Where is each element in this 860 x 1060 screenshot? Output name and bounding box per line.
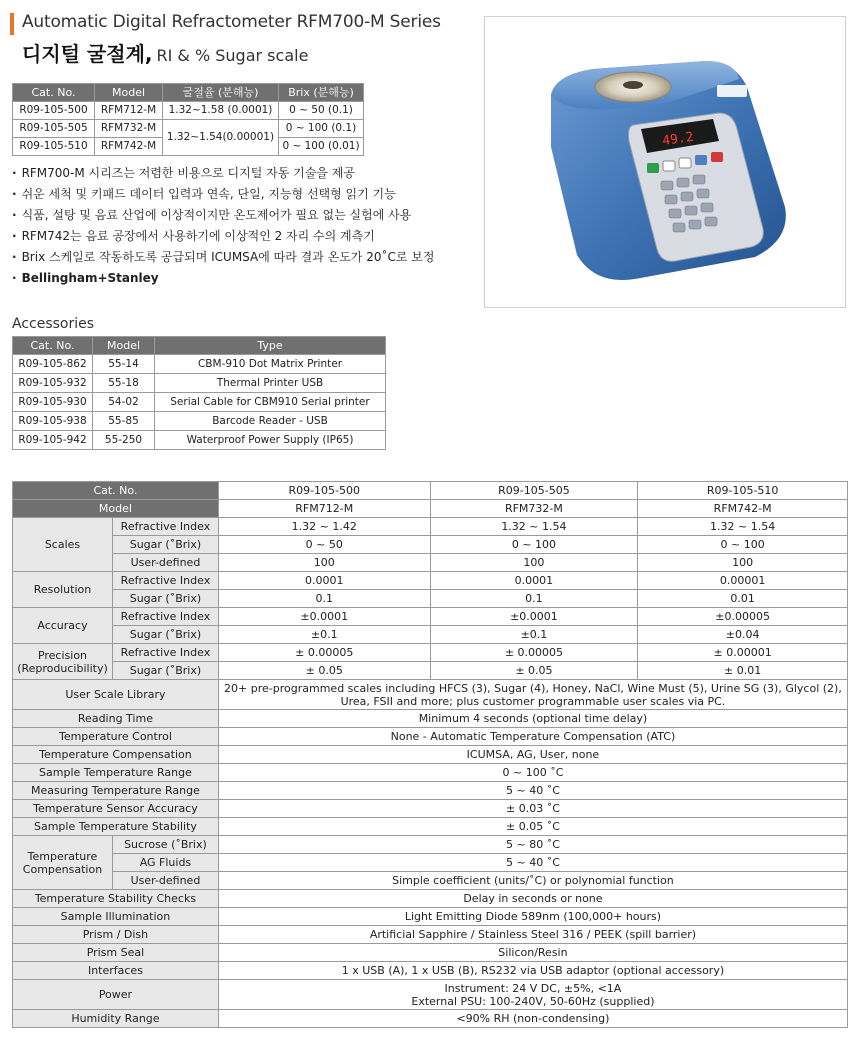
temp-comp-line1: Temperature	[27, 849, 98, 863]
model-summary-table	[12, 83, 364, 156]
spec-value: ± 0.05	[218, 662, 430, 680]
page-subtitle	[22, 38, 308, 67]
model: RFM712-M	[95, 102, 163, 120]
cat-no: R09-105-505	[430, 482, 638, 500]
model-header: Model	[13, 500, 219, 518]
cat-no: R09-105-505	[13, 120, 95, 138]
spec-value: ± 0.05	[430, 662, 638, 680]
spec-value: 0.0001	[218, 572, 430, 590]
spec-value: ± 0.03 ˚C	[218, 800, 847, 818]
cat-no: R09-105-938	[13, 412, 93, 431]
cat-no: R09-105-930	[13, 393, 93, 412]
spec-value: ± 0.05 ˚C	[218, 818, 847, 836]
type: Serial Cable for CBM910 Serial printer	[155, 393, 386, 412]
type: Waterproof Power Supply (IP65)	[155, 431, 386, 450]
sub-label: Sucrose (˚Brix)	[112, 836, 218, 854]
spec-value: Silicon/Resin	[218, 944, 847, 962]
col-header-ri: 굴절율 (분해능)	[163, 84, 279, 102]
humidity-value: <90% RH (non-condensing)	[218, 1010, 847, 1028]
spec-value: 100	[638, 554, 848, 572]
sub-label: Sugar (˚Brix)	[112, 536, 218, 554]
spec-value: ±0.1	[430, 626, 638, 644]
spec-value: 0 ~ 100 ˚C	[218, 764, 847, 782]
title-accent-bar	[10, 13, 14, 35]
list-item: · Bellingham+Stanley	[12, 268, 434, 289]
col-header-model: Model	[95, 84, 163, 102]
sub-label: Refractive Index	[112, 608, 218, 626]
spec-value: 0 ~ 100	[638, 536, 848, 554]
type: Barcode Reader - USB	[155, 412, 386, 431]
list-item: · Brix 스케일로 작동하도록 공급되며 ICUMSA에 따라 결과 온도가 20˚C로 보정	[12, 247, 434, 268]
sub-label: AG Fluids	[112, 854, 218, 872]
spec-label: Temperature Compensation	[13, 746, 219, 764]
spec-value: ±0.00005	[638, 608, 848, 626]
spec-value: 5 ~ 80 ˚C	[218, 836, 847, 854]
red-key-icon	[711, 152, 723, 162]
temp-comp-line2: Compensation	[22, 862, 103, 876]
model: RFM742-M	[95, 138, 163, 156]
table-row	[13, 393, 386, 412]
col-header-model: Model	[93, 337, 155, 355]
accessories-title: Accessories	[12, 316, 95, 332]
cat-no: R09-105-500	[13, 102, 95, 120]
spec-value: ± 0.01	[638, 662, 848, 680]
spec-label: Interfaces	[13, 962, 219, 980]
spec-value: 100	[218, 554, 430, 572]
brix-range: 0 ~ 100 (0.01)	[279, 138, 364, 156]
type: CBM-910 Dot Matrix Printer	[155, 355, 386, 374]
spec-value: 5 ~ 40 ˚C	[218, 782, 847, 800]
precision-label-line2: (Reproducibility)	[17, 661, 108, 675]
spec-value: ±0.1	[218, 626, 430, 644]
list-item: · RFM700-M 시리즈는 저렴한 비용으로 디지털 자동 기술을 제공	[12, 163, 434, 184]
power-value	[218, 980, 847, 1010]
sub-label: Sugar (˚Brix)	[112, 626, 218, 644]
model: RFM712-M	[218, 500, 430, 518]
spec-label: Prism Seal	[13, 944, 219, 962]
spec-value: 0.1	[218, 590, 430, 608]
temp-comp-label	[13, 836, 113, 890]
spec-label: Sample Temperature Range	[13, 764, 219, 782]
accuracy-label: Accuracy	[13, 608, 113, 644]
power-line1: Instrument: 24 V DC, ±5%, <1A	[444, 981, 622, 995]
spec-value: 100	[430, 554, 638, 572]
spec-value: 0.1	[430, 590, 638, 608]
spec-value: 0 ~ 100	[430, 536, 638, 554]
cat-no: R09-105-510	[638, 482, 848, 500]
spec-value: ±0.0001	[430, 608, 638, 626]
spec-label: Measuring Temperature Range	[13, 782, 219, 800]
cat-header: Cat. No.	[13, 482, 219, 500]
refractometer-illustration	[485, 17, 845, 307]
sub-label: Refractive Index	[112, 518, 218, 536]
power-label: Power	[13, 980, 219, 1010]
list-item: · 식품, 설탕 및 음료 산업에 이상적이지만 온도제어가 필요 없는 실험에 사용	[12, 205, 434, 226]
spec-value: ± 0.00001	[638, 644, 848, 662]
cat-no: R09-105-932	[13, 374, 93, 393]
model: RFM742-M	[638, 500, 848, 518]
sub-label: Refractive Index	[112, 572, 218, 590]
cat-no: R09-105-510	[13, 138, 95, 156]
model: 54-02	[93, 393, 155, 412]
table-row	[13, 431, 386, 450]
model: 55-14	[93, 355, 155, 374]
spec-value: Simple coefficient (units/˚C) or polynomial function	[218, 872, 847, 890]
brix-range: 0 ~ 50 (0.1)	[279, 102, 364, 120]
list-item: · 쉬운 세척 및 키패드 데이터 입력과 연속, 단일, 지능형 선택형 읽기 기능	[12, 184, 434, 205]
spec-value: 0.01	[638, 590, 848, 608]
display-reading: 49.2	[661, 129, 695, 149]
product-image-frame	[484, 16, 846, 308]
table-row	[13, 355, 386, 374]
accessories-table	[12, 336, 386, 450]
humidity-label: Humidity Range	[13, 1010, 219, 1028]
spec-label: Temperature Stability Checks	[13, 890, 219, 908]
spec-value: 1.32 ~ 1.54	[430, 518, 638, 536]
cat-no: R09-105-942	[13, 431, 93, 450]
spec-label: Temperature Control	[13, 728, 219, 746]
spec-value: 5 ~ 40 ˚C	[218, 854, 847, 872]
model: 55-18	[93, 374, 155, 393]
table-row	[13, 412, 386, 431]
feature-list	[12, 163, 434, 289]
user-scale-line2: Urea, FSII and more; plus customer programmable user scales via PC.	[340, 694, 726, 708]
spec-value: 0.00001	[638, 572, 848, 590]
spec-value: Light Emitting Diode 589nm (100,000+ hours)	[218, 908, 847, 926]
spec-value: Delay in seconds or none	[218, 890, 847, 908]
spec-label: Sample Temperature Stability	[13, 818, 219, 836]
spec-value: ICUMSA, AG, User, none	[218, 746, 847, 764]
blue-key-icon	[695, 155, 707, 165]
user-scale-line1: 20+ pre-programmed scales including HFCS (3), Sugar (4), Honey, NaCl, Wine Must (5), Urine SG (3), Glycol (2),	[224, 681, 842, 695]
spec-label: Prism / Dish	[13, 926, 219, 944]
resolution-label: Resolution	[13, 572, 113, 608]
korean-title: 디지털 굴절계,	[22, 42, 153, 66]
spec-value: Minimum 4 seconds (optional time delay)	[218, 710, 847, 728]
brand-label	[717, 85, 747, 97]
brix-range: 0 ~ 100 (0.1)	[279, 120, 364, 138]
green-key-icon	[647, 163, 659, 173]
spec-value: 0.0001	[430, 572, 638, 590]
model: RFM732-M	[95, 120, 163, 138]
spec-value: Artificial Sapphire / Stainless Steel 316 / PEEK (spill barrier)	[218, 926, 847, 944]
prism-icon	[623, 81, 643, 89]
user-scale-label: User Scale Library	[13, 680, 219, 710]
table-row	[13, 374, 386, 393]
spec-value: 1 x USB (A), 1 x USB (B), RS232 via USB adaptor (optional accessory)	[218, 962, 847, 980]
spec-label: Sample Illumination	[13, 908, 219, 926]
scales-label: Scales	[13, 518, 113, 572]
ri-range: 1.32~1.58 (0.0001)	[163, 102, 279, 120]
col-header-cat: Cat. No.	[13, 337, 93, 355]
model: 55-250	[93, 431, 155, 450]
table-row	[13, 120, 364, 138]
precision-label	[13, 644, 113, 680]
cat-no: R09-105-862	[13, 355, 93, 374]
sub-label: Sugar (˚Brix)	[112, 590, 218, 608]
type: Thermal Printer USB	[155, 374, 386, 393]
scale-subtitle: RI & % Sugar scale	[156, 46, 309, 65]
spec-label: Reading Time	[13, 710, 219, 728]
list-item: · RFM742는 음료 공장에서 사용하기에 이상적인 2 자리 수의 계측기	[12, 226, 434, 247]
col-header-brix: Brix (분해능)	[279, 84, 364, 102]
specification-table	[12, 481, 848, 1028]
spec-value: ±0.04	[638, 626, 848, 644]
spec-value: 1.32 ~ 1.42	[218, 518, 430, 536]
sub-label: Refractive Index	[112, 644, 218, 662]
sub-label: User-defined	[112, 554, 218, 572]
user-scale-value	[218, 680, 847, 710]
page-title: Automatic Digital Refractometer RFM700-M Series	[22, 12, 441, 32]
spec-value: 1.32 ~ 1.54	[638, 518, 848, 536]
table-row	[13, 102, 364, 120]
power-line2: External PSU: 100-240V, 50-60Hz (supplied)	[411, 994, 655, 1008]
model: 55-85	[93, 412, 155, 431]
sub-label: Sugar (˚Brix)	[112, 662, 218, 680]
col-header-type: Type	[155, 337, 386, 355]
spec-value: 0 ~ 50	[218, 536, 430, 554]
cat-no: R09-105-500	[218, 482, 430, 500]
col-header-cat: Cat. No.	[13, 84, 95, 102]
spec-value: ± 0.00005	[430, 644, 638, 662]
spec-value: ±0.0001	[218, 608, 430, 626]
model: RFM732-M	[430, 500, 638, 518]
sub-label: User-defined	[112, 872, 218, 890]
spec-value: ± 0.00005	[218, 644, 430, 662]
precision-label-line1: Precision	[37, 648, 88, 662]
spec-value: None - Automatic Temperature Compensation (ATC)	[218, 728, 847, 746]
spec-label: Temperature Sensor Accuracy	[13, 800, 219, 818]
ri-range: 1.32~1.54(0.00001)	[163, 120, 279, 156]
